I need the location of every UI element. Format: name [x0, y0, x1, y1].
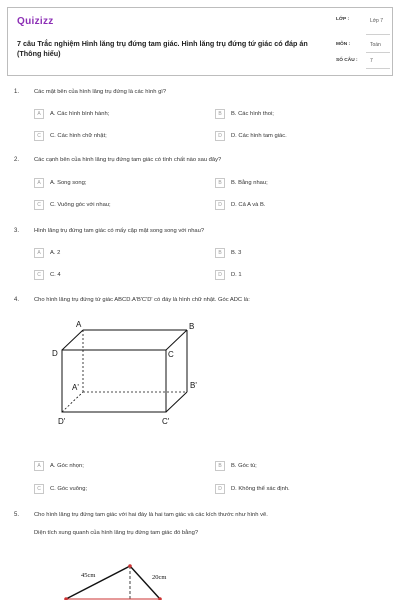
option-letter-box[interactable]: C [34, 131, 44, 141]
triangle-side-left [66, 566, 130, 599]
worksheet-header [7, 7, 393, 76]
worksheet-title: 7 câu Trắc nghiệm Hình lăng trụ đứng tam giác. Hình lăng trụ đứng tứ giác có đáp án (Thông hiểu) [17, 39, 308, 58]
vertex-label: A [76, 320, 82, 329]
option-letter-box[interactable]: A [34, 248, 44, 258]
option-text[interactable]: A. 2 [50, 250, 61, 256]
option-text[interactable]: D. Các hình tam giác. [231, 133, 287, 139]
hidden-edge-d-prime-a-prime [62, 392, 83, 412]
vertex-label: D' [58, 417, 66, 426]
length-label: 20cm [152, 574, 167, 581]
subject-label: MÔN : [336, 42, 351, 47]
triangle-figure [60, 562, 180, 600]
option-letter-box[interactable]: C [34, 200, 44, 210]
question-text: Các mặt bên của hình lăng trụ đứng là các hình gì? [34, 89, 167, 95]
triangle-apex [128, 564, 132, 568]
option-letter-box[interactable]: B [215, 178, 225, 188]
option-letter-box[interactable]: B [215, 109, 225, 119]
question-count-value: 7 [370, 58, 373, 64]
front-face [62, 350, 166, 412]
question-number: 4. [14, 297, 20, 303]
option-text[interactable]: C. 4 [50, 272, 61, 278]
vertex-label: D [52, 349, 58, 358]
quizizz-logo[interactable]: Quizizz [17, 16, 54, 27]
option-text[interactable]: B. 3 [231, 250, 242, 256]
question-count-label: SỐ CÂU : [336, 58, 358, 63]
option-text[interactable]: C. Vuông góc với nhau; [50, 202, 111, 208]
divider [366, 68, 390, 69]
option-letter-box[interactable]: D [215, 200, 225, 210]
question-text: Hình lăng trụ đứng tam giác có mấy cặp mặt song song với nhau? [34, 228, 205, 234]
question-text: Cho hình lăng trụ đứng tứ giác ABCD.A'B'C'D' có đáy là hình chữ nhật. Góc ADC là: [34, 297, 250, 303]
option-letter-box[interactable]: A [34, 109, 44, 119]
option-text[interactable]: B. Góc tù; [231, 463, 257, 469]
class-label: LỚP : [336, 17, 350, 22]
option-letter-box[interactable]: A [34, 178, 44, 188]
vertex-label: C [168, 350, 174, 359]
option-letter-box[interactable]: D [215, 484, 225, 494]
option-letter-box[interactable]: C [34, 484, 44, 494]
length-label: 45cm [81, 572, 96, 579]
vertex-label: A' [72, 383, 79, 392]
option-letter-box[interactable]: D [215, 131, 225, 141]
option-letter-box[interactable]: B [215, 461, 225, 471]
question-number: 1. [14, 89, 20, 95]
vertex-label: B' [190, 381, 197, 390]
option-text[interactable]: B. Các hình thoi; [231, 111, 274, 117]
option-text[interactable]: D. Cả A và B. [231, 202, 266, 208]
question-number: 5. [14, 512, 20, 518]
question-number: 3. [14, 228, 20, 234]
edge-da [62, 330, 83, 350]
option-text[interactable]: C. Góc vuông; [50, 486, 88, 492]
option-text[interactable]: D. 1 [231, 272, 242, 278]
option-letter-box[interactable]: A [34, 461, 44, 471]
option-letter-box[interactable]: B [215, 248, 225, 258]
option-text[interactable]: A. Các hình bình hành; [50, 111, 110, 117]
option-text[interactable]: A. Góc nhọn; [50, 463, 84, 469]
question-text: Các cạnh bên của hình lăng trụ đứng tam giác có tính chất nào sau đây? [34, 157, 222, 163]
edge-cb [166, 330, 187, 350]
option-letter-box[interactable]: D [215, 270, 225, 280]
question-text-continued: Diện tích xung quanh của hình lăng trụ đứng tam giác đó bằng? [34, 530, 199, 536]
divider [366, 34, 390, 35]
triangle-side-right [130, 566, 160, 599]
option-text[interactable]: D. Không thể xác định. [231, 486, 290, 492]
subject-value: Toán [370, 42, 381, 48]
option-text[interactable]: C. Các hình chữ nhật; [50, 133, 107, 139]
class-value: Lớp 7 [370, 18, 384, 24]
divider [366, 52, 390, 53]
option-letter-box[interactable]: C [34, 270, 44, 280]
prism-figure [50, 318, 210, 430]
option-text[interactable]: A. Song song; [50, 180, 87, 186]
edge-c-prime-b-prime [166, 392, 187, 412]
question-number: 2. [14, 157, 20, 163]
option-text[interactable]: B. Bằng nhau; [231, 180, 268, 186]
vertex-label: B [189, 322, 195, 331]
vertex-label: C' [162, 417, 170, 426]
question-text: Cho hình lăng trụ đứng tam giác với hai đáy là hai tam giác và các kích thước như hình vẽ. [34, 512, 268, 518]
